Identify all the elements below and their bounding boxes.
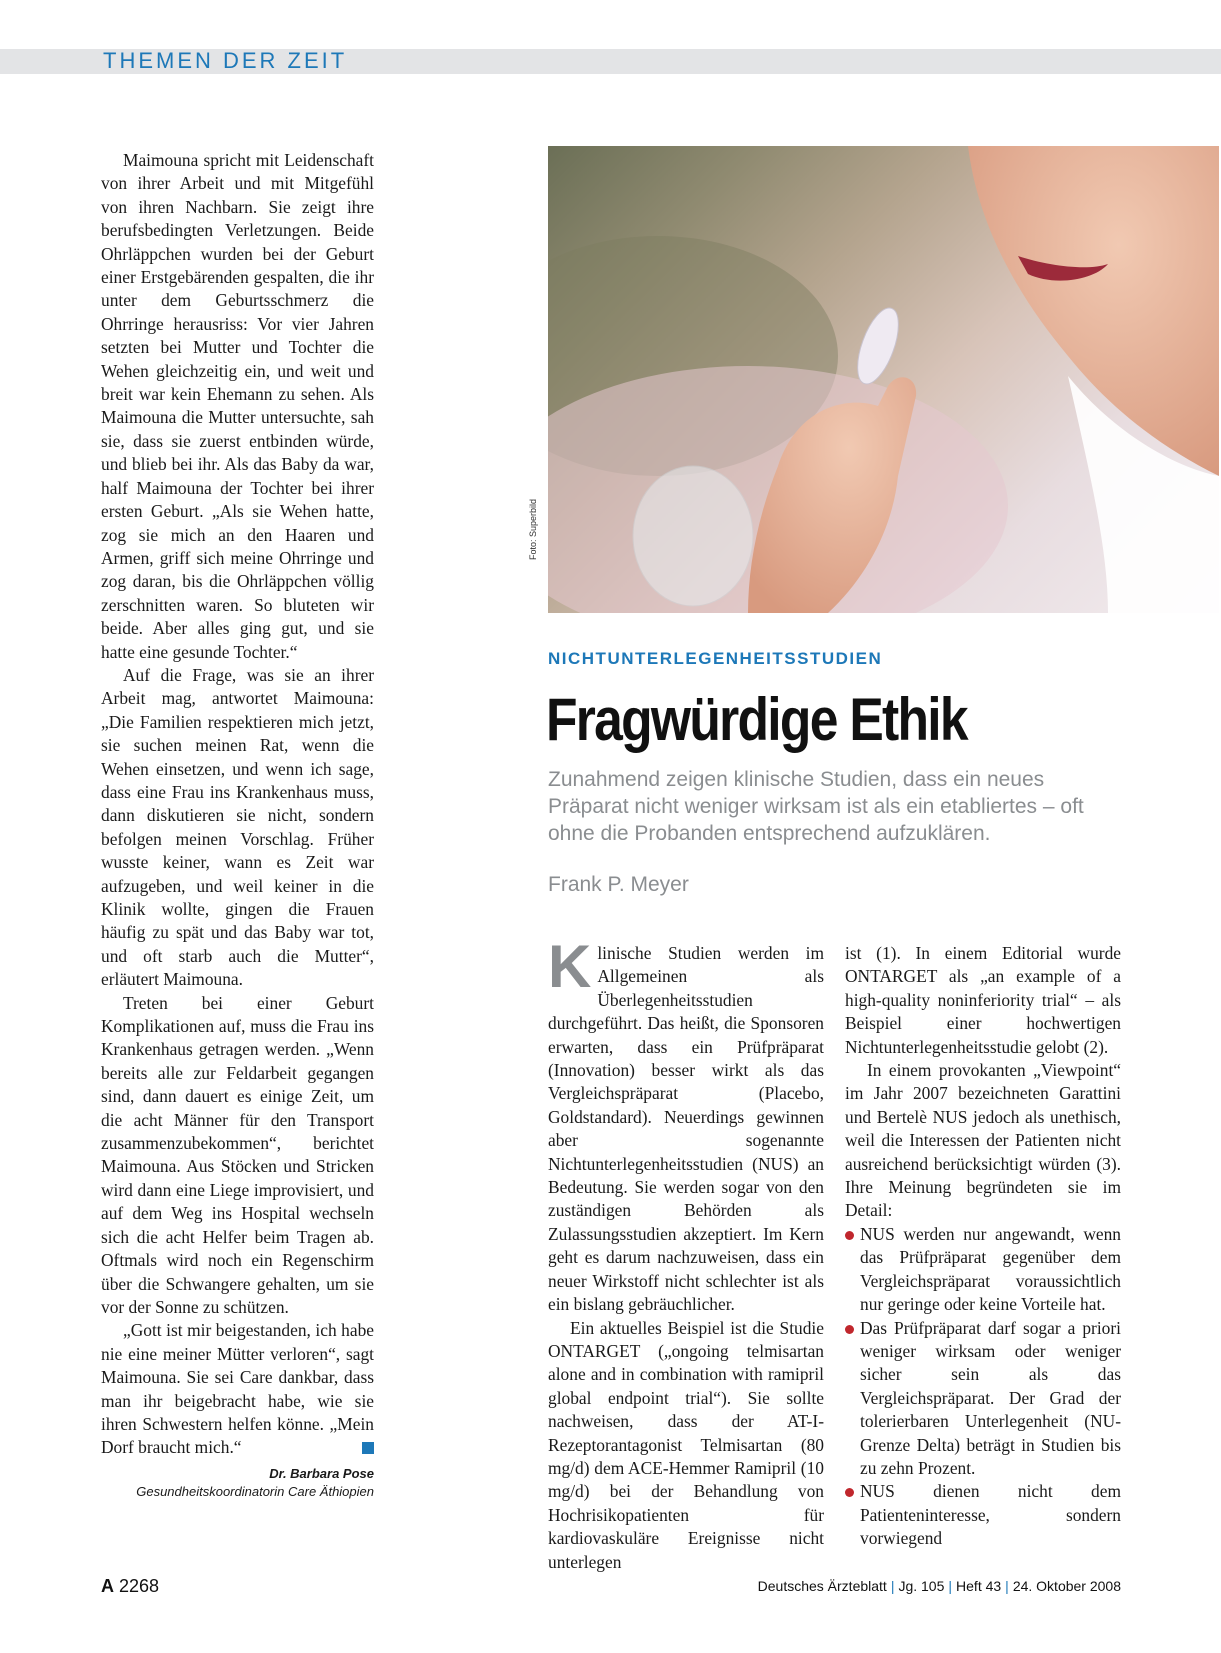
argument-list-item: NUS dienen nicht dem Patienteninteresse, sondern vorwiegend xyxy=(845,1480,1121,1550)
argument-list-item: Das Prüfpräparat darf sogar a priori weniger wirksam oder weniger sicher sein als das Vergleichspräparat. Der Grad der tolerierbaren Unterlegenheit (NU-Grenze Delta) beträgt in Studien bis zu zehn Prozent. xyxy=(845,1317,1121,1481)
dropcap-letter: K xyxy=(548,933,592,1000)
water-glass-shape xyxy=(633,466,753,606)
section-label: THEMEN DER ZEIT xyxy=(103,48,348,73)
article-paragraph-1 xyxy=(548,933,824,1317)
footer-separator: | xyxy=(948,1578,953,1594)
left-byline-name: Dr. Barbara Pose xyxy=(269,1465,374,1481)
article-photo xyxy=(548,146,1219,613)
argument-list xyxy=(845,1223,1121,1551)
page-number xyxy=(101,1576,159,1597)
journal-date: 24. Oktober 2008 xyxy=(1012,1578,1121,1594)
page-prefix: A xyxy=(101,1576,114,1596)
article-paragraph-1-text: linische Studien werden im Allgemeinen als Überlegenheitsstudien durchgeführt. Das heißt, die Sponsoren erwarten, dass ein Prüfpräparat (Innovation) besser wirkt als das Vergleichspräparat (Placebo, Goldstandard). Neuerdings gewinnen aber sogenannte Nichtunterlegenheitsstudien (NUS) an Bedeutung. Sie werden sogar von den zuständigen Behörden als Zulassungsstudien akzeptiert. Im Kern geht es darum nachzuweisen, dass ein neuer Wirkstoff nicht schlechter ist als ein bislang gebräuchlicher. xyxy=(548,943,824,1315)
end-mark-square-icon xyxy=(362,1442,374,1454)
article-paragraph-2: Ein aktuelles Beispiel ist die Studie ONTARGET („ongoing telmisartan alone and in combination with ramipril global endpoint trial“). Sie sollte nachweisen, dass der AT-I-Rezeptorantagonist Telmisartan (80 mg/d) dem ACE-Hemmer Ramipril (10 mg/d) bei der Behandlung von Hochrisikopatienten für kardiovaskuläre Ereignisse nicht unterlegen xyxy=(548,1317,824,1572)
article-paragraph-4: In einem provokanten „Viewpoint“ im Jahr 2007 bezeichneten Garattini und Bertelè NUS jedoch als unethisch, weil die Interessen der Patienten nicht ausreichend berücksichtigt würden (3). Ihre Meinung begründeten sie im Detail: xyxy=(845,1060,1121,1221)
photo-illustration xyxy=(548,146,1219,613)
left-paragraph-3: Treten bei einer Geburt Komplikationen auf, muss die Frau ins Krankenhaus getragen werden. „Wenn bereits alle zur Feldarbeit gegangen sind, dann dauert es einige Zeit, um die acht Männer für den Transport zusammenzubekommen“, berichtet Maimouna. Aus Stöcken und Stricken wird dann eine Liege improvisiert, und auf dem Weg ins Hospital wechseln sich die acht Helfer beim Tragen ab. Oftmals wird noch ein Regenschirm über die Schwangere gehalten, um sie vor der Sonne zu schützen. xyxy=(101,992,374,1317)
left-paragraph-4-text: „Gott ist mir beigestanden, ich habe nie eine meiner Mütter verloren“, sagt Maimouna. Sie sei Care dankbar, dass man ihr beigebracht habe, wie sie ihren Schwestern helfen könne. „Mein Dorf braucht mich.“ xyxy=(101,1320,374,1458)
left-paragraph-1: Maimouna spricht mit Leidenschaft von ihrer Arbeit und mit Mitgefühl von ihren Nachbarn. Sie zeigt ihre berufsbedingten Verletzungen. Beide Ohrläppchen wurden bei der Geburt einer Erstgebärenden gespalten, die ihr unter dem Geburtsschmerz die Ohrringe herausriss: Vor vier Jahren setzten bei Mutter und Tochter die Wehen gleichzeitig ein, und weit und breit war kein Ehemann zu sehen. Als Maimouna die Mutter untersuchte, sah sie, dass sie zuerst entbinden würde, und blieb bei ihr. Als das Baby da war, half Maimouna der Tochter bei ihrer ersten Geburt. „Als sie Wehen hatte, zog sie mich an den Haaren und Armen, griff sich meine Ohrringe und zog daran, bis die Ohrläppchen völlig zerschnitten waren. So bluteten wir beide. Aber alles ging gut, und sie hatte eine gesunde Tochter.“ xyxy=(101,150,374,662)
left-paragraph-2: Auf die Frage, was sie an ihrer Arbeit mag, antwortet Maimouna: „Die Familien respektieren mich jetzt, sie suchen meinen Rat, wenn die Wehen einsetzen, und wenn ich sage, dass eine Frau ins Krankenhaus muss, dann diskutieren sie nicht, sondern befolgen meinen Vorschlag. Früher wusste keiner, wann es Zeit war aufzugeben, und weil keiner in die Klinik wollte, gingen die Frauen häufig zu spät und das Baby war tot, und oft starb auch die Mutter“, erläutert Maimouna. xyxy=(101,664,374,990)
page-number-value: 2268 xyxy=(119,1576,160,1596)
photo-credit: Foto: Superbild xyxy=(528,498,538,560)
pill-shape xyxy=(849,303,906,389)
left-byline-role: Gesundheitskoordinatorin Care Äthiopien xyxy=(136,1483,374,1499)
journal-name: Deutsches Ärzteblatt xyxy=(757,1578,887,1594)
article-author: Frank P. Meyer xyxy=(548,873,689,896)
footer-separator: | xyxy=(890,1578,895,1594)
left-column xyxy=(101,149,374,1501)
argument-list-item: NUS werden nur angewandt, wenn das Prüfpräparat gegenüber dem Vergleichspräparat voraussichtlich nur geringe oder keine Vorteile hat. xyxy=(845,1223,1121,1317)
footer-separator: | xyxy=(1005,1578,1009,1594)
left-paragraph-4 xyxy=(101,1319,374,1459)
article-column-right xyxy=(845,942,1121,1551)
article-column-middle xyxy=(548,933,824,1574)
journal-footer xyxy=(758,1578,1121,1594)
article-headline: Fragwürdige Ethik xyxy=(546,686,967,753)
article-lead: Zunahmend zeigen klinische Studien, dass ein neues Präparat nicht weniger wirksam ist als ein etabliertes – oft ohne die Probanden entsprechend aufzuklären. xyxy=(548,768,1084,845)
article-kicker: NICHTUNTERLEGENHEITSSTUDIEN xyxy=(548,649,883,668)
article-paragraph-3: ist (1). In einem Editorial wurde ONTARGET als „an example of a high-quality noninferiority trial“ – als Beispiel einer hochwertigen Nichtunterlegenheitsstudie gelobt (2). xyxy=(845,943,1121,1057)
journal-volume: Jg. 105 xyxy=(898,1578,945,1594)
journal-issue: Heft 43 xyxy=(956,1578,1002,1594)
